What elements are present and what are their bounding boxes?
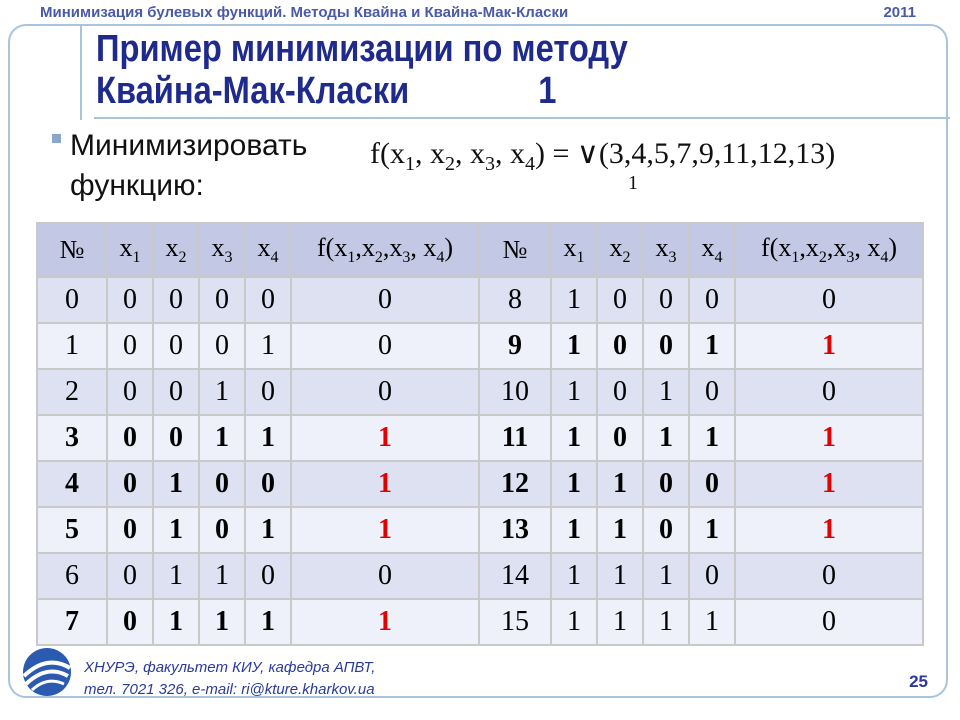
variable-cell: 0 xyxy=(597,323,643,369)
function-value-cell: 0 xyxy=(291,277,479,323)
task-line-1: Минимизировать xyxy=(70,129,308,162)
variable-cell: 0 xyxy=(245,369,291,415)
row-number-cell: 15 xyxy=(479,599,551,645)
var-index: 1 xyxy=(576,249,585,267)
row-number-cell: 2 xyxy=(37,369,107,415)
function-value-cell: 1 xyxy=(291,507,479,553)
function-value-cell: 0 xyxy=(291,369,479,415)
variable-cell: 1 xyxy=(245,507,291,553)
col-header-x3 xyxy=(643,223,689,277)
row-number-cell: 4 xyxy=(37,461,107,507)
title-line-1: Пример минимизации по методу xyxy=(96,28,628,70)
task-line-2: функцию: xyxy=(70,169,204,202)
variable-cell: 0 xyxy=(643,461,689,507)
variable-cell: 1 xyxy=(245,415,291,461)
variable-cell: 1 xyxy=(551,461,597,507)
variable-cell: 1 xyxy=(643,369,689,415)
page-number: 25 xyxy=(909,672,928,691)
variable-cell: 1 xyxy=(643,415,689,461)
variable-cell: 1 xyxy=(689,323,735,369)
variable-cell: 1 xyxy=(551,369,597,415)
formula-comma: , xyxy=(415,137,423,170)
variable-cell: 1 xyxy=(199,369,245,415)
variable-cell: 0 xyxy=(245,553,291,599)
variable-cell: 0 xyxy=(689,461,735,507)
variable-cell: 1 xyxy=(199,553,245,599)
variable-cell: 0 xyxy=(153,369,199,415)
variable-cell: 0 xyxy=(643,507,689,553)
var-name: x xyxy=(389,232,403,262)
variable-cell: 0 xyxy=(643,277,689,323)
slide-title xyxy=(96,28,628,112)
truth-table-body xyxy=(37,223,923,645)
var-name: x xyxy=(119,232,133,262)
comma: , xyxy=(382,232,390,262)
var-name: x xyxy=(563,232,577,262)
col-header-f xyxy=(735,223,923,277)
formula-x4-idx: 4 xyxy=(525,153,535,175)
variable-cell: 0 xyxy=(689,553,735,599)
variable-cell: 0 xyxy=(153,277,199,323)
function-value-cell: 1 xyxy=(735,415,923,461)
variable-cell: 1 xyxy=(643,553,689,599)
row-number-cell: 14 xyxy=(479,553,551,599)
col-header-x2 xyxy=(153,223,199,277)
row-number-cell: 10 xyxy=(479,369,551,415)
var-name: x xyxy=(257,232,271,262)
function-value-cell: 0 xyxy=(735,369,923,415)
f-close: ) xyxy=(444,232,453,262)
row-number-cell: 13 xyxy=(479,507,551,553)
title-number: 1 xyxy=(538,70,557,112)
table-row xyxy=(37,415,923,461)
variable-cell: 0 xyxy=(153,323,199,369)
truth-table xyxy=(36,222,924,646)
table-row xyxy=(37,369,923,415)
variable-cell: 1 xyxy=(153,599,199,645)
comma: , xyxy=(799,232,806,262)
table-row xyxy=(37,553,923,599)
row-number-cell: 12 xyxy=(479,461,551,507)
col-header-f xyxy=(291,223,479,277)
col-header-x1 xyxy=(551,223,597,277)
variable-cell: 1 xyxy=(643,599,689,645)
var-index: 2 xyxy=(622,249,631,267)
footer-contacts xyxy=(84,657,375,701)
table-row xyxy=(37,323,923,369)
function-value-cell: 1 xyxy=(735,461,923,507)
table-header-row xyxy=(37,223,923,277)
var-name: x xyxy=(867,232,881,262)
task-text xyxy=(70,126,307,206)
function-value-cell: 1 xyxy=(291,599,479,645)
row-number-cell: 8 xyxy=(479,277,551,323)
var-index: 3 xyxy=(224,249,233,267)
formula-func: f xyxy=(370,137,380,170)
formula-x1-idx: 1 xyxy=(405,153,415,175)
title-line-2 xyxy=(96,70,628,112)
row-number-cell: 1 xyxy=(37,323,107,369)
row-number-cell: 6 xyxy=(37,553,107,599)
variable-cell: 0 xyxy=(107,323,153,369)
var-name: x xyxy=(655,232,669,262)
var-index: 2 xyxy=(178,249,187,267)
formula-comma: , xyxy=(455,137,463,170)
bullet-icon xyxy=(52,134,61,143)
formula-x2: x xyxy=(430,137,445,170)
variable-cell: 0 xyxy=(199,461,245,507)
formula-or-subscript: 1 xyxy=(628,172,638,194)
table-row xyxy=(37,277,923,323)
var-name: x xyxy=(609,232,623,262)
formula-equals: = xyxy=(552,137,570,170)
var-index: 3 xyxy=(402,249,411,267)
variable-cell: 1 xyxy=(153,461,199,507)
function-value-cell: 0 xyxy=(735,599,923,645)
variable-cell: 0 xyxy=(245,461,291,507)
variable-cell: 1 xyxy=(597,599,643,645)
f-close: ) xyxy=(888,232,897,262)
year-header: 2011 xyxy=(883,4,916,21)
function-value-cell: 1 xyxy=(291,461,479,507)
variable-cell: 0 xyxy=(199,323,245,369)
var-index: 1 xyxy=(347,249,356,267)
variable-cell: 0 xyxy=(107,553,153,599)
variable-cell: 1 xyxy=(153,553,199,599)
variable-cell: 1 xyxy=(245,599,291,645)
variable-cell: 0 xyxy=(199,507,245,553)
col-header-num: № xyxy=(479,223,551,277)
var-index: 2 xyxy=(374,249,383,267)
variable-cell: 1 xyxy=(551,323,597,369)
var-index: 2 xyxy=(818,249,827,267)
variable-cell: 0 xyxy=(597,415,643,461)
formula-x3: x xyxy=(470,137,485,170)
variable-cell: 0 xyxy=(597,369,643,415)
formula-comma: , xyxy=(495,137,503,170)
variable-cell: 0 xyxy=(199,277,245,323)
row-number-cell: 3 xyxy=(37,415,107,461)
variable-cell: 0 xyxy=(689,277,735,323)
row-number-cell: 9 xyxy=(479,323,551,369)
col-header-num: № xyxy=(37,223,107,277)
variable-cell: 0 xyxy=(153,415,199,461)
variable-cell: 1 xyxy=(551,277,597,323)
function-value-cell: 0 xyxy=(291,553,479,599)
col-header-x4 xyxy=(245,223,291,277)
var-index: 1 xyxy=(791,249,800,267)
col-header-x1 xyxy=(107,223,153,277)
variable-cell: 1 xyxy=(689,507,735,553)
title-method: Квайна-Мак-Класки xyxy=(96,70,410,112)
function-value-cell: 1 xyxy=(735,323,923,369)
row-number-cell: 5 xyxy=(37,507,107,553)
variable-cell: 1 xyxy=(199,599,245,645)
comma: , xyxy=(854,232,861,262)
var-name: x xyxy=(165,232,179,262)
var-name: x xyxy=(805,232,819,262)
var-name: x xyxy=(833,232,847,262)
university-logo-icon xyxy=(16,646,78,698)
row-number-cell: 11 xyxy=(479,415,551,461)
variable-cell: 1 xyxy=(551,599,597,645)
formula-x4: x xyxy=(510,137,525,170)
formula-or-symbol: ∨ xyxy=(576,137,599,170)
col-header-x2 xyxy=(597,223,643,277)
comma: , xyxy=(410,232,417,262)
variable-cell: 0 xyxy=(107,277,153,323)
function-value-cell: 0 xyxy=(735,277,923,323)
var-name: x xyxy=(361,232,375,262)
variable-cell: 0 xyxy=(107,599,153,645)
footer-line-2: тел. 7021 326, e-mail: ri@kture.kharkov.ua xyxy=(84,681,375,698)
var-index: 1 xyxy=(132,249,141,267)
formula-x1: x xyxy=(390,137,405,170)
variable-cell: 0 xyxy=(107,461,153,507)
variable-cell: 1 xyxy=(689,415,735,461)
formula-x3-idx: 3 xyxy=(485,153,495,175)
var-index: 3 xyxy=(846,249,855,267)
variable-cell: 0 xyxy=(107,415,153,461)
variable-cell: 1 xyxy=(597,461,643,507)
f-open: f(x xyxy=(761,232,792,262)
title-left-rule xyxy=(80,24,82,120)
col-header-x3 xyxy=(199,223,245,277)
var-index: 4 xyxy=(270,249,279,267)
col-header-x4 xyxy=(689,223,735,277)
variable-cell: 0 xyxy=(689,369,735,415)
function-formula: $f(x_1$, $x_2$, $x_3$, $x_4$) = ∨(3,4,5,7,9,11,12,13) 1 xyxy=(370,137,836,194)
var-name: x xyxy=(211,232,225,262)
variable-cell: 0 xyxy=(107,369,153,415)
variable-cell: 1 xyxy=(245,323,291,369)
variable-cell: 0 xyxy=(245,277,291,323)
table-row xyxy=(37,461,923,507)
function-value-cell: 1 xyxy=(291,415,479,461)
formula-set: (3,4,5,7,9,11,12,13) xyxy=(598,137,836,170)
var-index: 3 xyxy=(668,249,677,267)
function-value-cell: 0 xyxy=(735,553,923,599)
title-underline xyxy=(94,117,950,119)
footer-line-1: ХНУРЭ, факультет КИУ, кафедра АПВТ, xyxy=(84,659,376,676)
var-index: 4 xyxy=(714,249,723,267)
f-open: f(x xyxy=(317,232,348,262)
variable-cell: 0 xyxy=(107,507,153,553)
variable-cell: 1 xyxy=(551,415,597,461)
variable-cell: 1 xyxy=(199,415,245,461)
formula-x2-idx: 2 xyxy=(445,153,455,175)
variable-cell: 1 xyxy=(689,599,735,645)
variable-cell: 0 xyxy=(597,277,643,323)
row-number-cell: 0 xyxy=(37,277,107,323)
table-row xyxy=(37,599,923,645)
variable-cell: 1 xyxy=(597,553,643,599)
row-number-cell: 7 xyxy=(37,599,107,645)
var-index: 4 xyxy=(436,249,445,267)
variable-cell: 1 xyxy=(597,507,643,553)
table-row xyxy=(37,507,923,553)
var-name: x xyxy=(423,232,437,262)
var-index: 4 xyxy=(880,249,889,267)
comma: , xyxy=(355,232,362,262)
variable-cell: 1 xyxy=(551,553,597,599)
function-value-cell: 0 xyxy=(291,323,479,369)
function-value-cell: 1 xyxy=(735,507,923,553)
var-name: x xyxy=(701,232,715,262)
variable-cell: 0 xyxy=(643,323,689,369)
course-header: Минимизация булевых функций. Методы Квайна и Квайна-Мак-Класки xyxy=(40,4,569,21)
variable-cell: 1 xyxy=(551,507,597,553)
comma: , xyxy=(826,232,834,262)
variable-cell: 1 xyxy=(153,507,199,553)
